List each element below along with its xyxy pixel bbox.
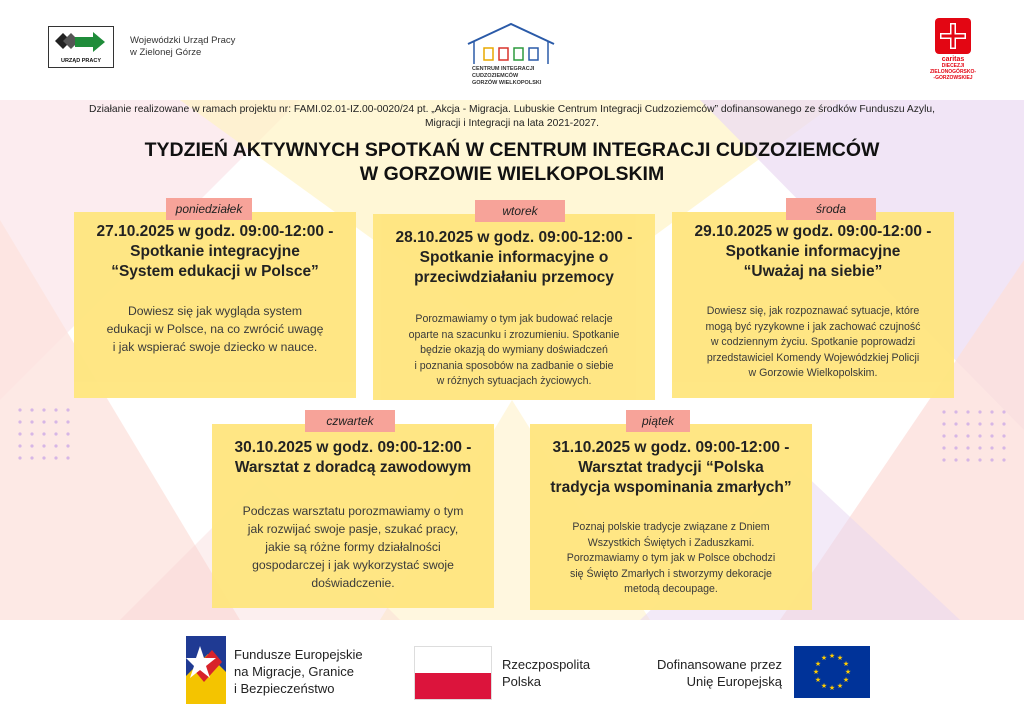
- svg-text:★: ★: [842, 676, 850, 684]
- svg-text:★: ★: [828, 684, 836, 692]
- fe-flag-icon: [186, 636, 226, 704]
- house-icon: [462, 22, 560, 66]
- day-tag-thursday: czwartek: [305, 410, 395, 432]
- event-card-monday: 27.10.2025 w godz. 09:00-12:00 - Spotkanie integracyjne “System edukacji w Polsce” Dowiesz się jak wygląda system edukacji w Polsce, na co zwrócić uwagę i jak wspierać swoje dziecko w nauce.: [74, 212, 356, 398]
- svg-text:★: ★: [812, 668, 820, 676]
- svg-text:★: ★: [842, 660, 850, 668]
- svg-text:★: ★: [828, 652, 836, 660]
- svg-text:★: ★: [814, 660, 822, 668]
- eu-flag-icon: [794, 646, 870, 698]
- caritas-cross-icon: [935, 18, 971, 54]
- event-name: Spotkanie integracyjne: [130, 243, 300, 260]
- wup-logo-mark: [48, 26, 114, 68]
- event-name: Spotkanie informacyjne o: [419, 249, 609, 266]
- svg-text:★: ★: [814, 676, 822, 684]
- event-card-friday: 31.10.2025 w godz. 09:00-12:00 - Warsztat tradycji “Polska tradycja wspominania zmarłych” Poznaj polskie tradycje związane z Dniem Wszystkich Świętych i Zaduszkami. Porozmawiamy o tym jak w Polsce obchodzi się Święto Zmarłych i stworzymy dekoracje metodą decoupage.: [530, 424, 812, 610]
- day-tag-friday: piątek: [626, 410, 690, 432]
- event-card-thursday: [212, 424, 494, 608]
- cic-name: CENTRUM INTEGRACJI CUDZOZIEMCÓW GORZÓW WIELKOPOLSKI: [472, 66, 542, 86]
- event-description: Porozmawiamy o tym jak budować relacje oparte na szacunku i zrozumieniu. Spotkanie będzie okazją do wymiany doświadczeń i poznania sposobów na zadbanie o siebie w różnych sytuacjach życiowych.: [408, 313, 620, 387]
- caritas-name: caritas: [941, 56, 965, 63]
- event-card-tuesday: 28.10.2025 w godz. 09:00-12:00 - Spotkanie informacyjne o przeciwdziałaniu przemocy Porozmawiamy o tym jak budować relacje oparte na szacunku i zrozumieniu. Spotkanie będzie okazją do wymiany doświadczeń i poznania sposobów na zadbanie o siebie w różnych sytuacjach życiowych.: [373, 214, 655, 400]
- event-date: 30.10.2025 w godz. 09:00-12:00 -: [234, 439, 472, 456]
- fe-name: Fundusze Europejskie na Migracje, Granice i Bezpieczeństwo: [234, 647, 363, 696]
- svg-text:★: ★: [844, 668, 852, 676]
- fe-logo: [186, 636, 226, 704]
- page-title: TYDZIEŃ AKTYWNYCH SPOTKAŃ W CENTRUM INTEGRACJI CUDZOZIEMCÓW W GORZOWIE WIELKOPOLSKIM: [144, 139, 880, 185]
- event-description: Dowiesz się, jak rozpoznawać sytuacje, które mogą być ryzykowne i jak zachować czujność w codziennym życiu. Spotkanie poprowadzi przedstawiciel Komendy Wojewódzkiej Policji w Gorzowie Wielkopolskim.: [705, 305, 921, 379]
- day-tag-wednesday: środa: [786, 198, 876, 220]
- eu-funding-text: Dofinansowane przez Unię Europejską: [656, 657, 782, 689]
- event-description: Poznaj polskie tradycje związane z Dniem Wszystkich Świętych i Zaduszkami. Porozmawiamy o tym jak w Polsce obchodzi się Święto Zmarłych i stworzymy dekoracje metodą decoupage.: [566, 521, 776, 595]
- event-card-wednesday: 29.10.2025 w godz. 09:00-12:00 - Spotkanie informacyjne “Uważaj na siebie” Dowiesz się, jak rozpoznawać sytuacje, które mogą być ryzykowne i jak zachować czujność w codziennym życiu. Spotkanie poprowadzi przedstawiciel Komendy Wojewódzkiej Policji w Gorzowie Wielkopolskim.: [672, 212, 954, 398]
- event-date: 28.10.2025 w godz. 09:00-12:00 -: [395, 229, 633, 246]
- day-tag-tuesday: wtorek: [475, 200, 565, 222]
- event-description: Podczas warsztatu porozmawiamy o tym jak rozwijać swoje pasje, szukać pracy, jakie są różne formy działalności gospodarczej i jak wykorzystać swoje doświadczenie.: [242, 504, 464, 590]
- event-date: 27.10.2025 w godz. 09:00-12:00 -: [96, 223, 334, 240]
- event-name: Warsztat z doradcą zawodowym: [234, 459, 472, 476]
- day-tag-monday: poniedziałek: [166, 198, 252, 220]
- event-description: Dowiesz się jak wygląda system edukacji w Polsce, na co zwrócić uwagę i jak wspierać swoje dziecko w nauce.: [106, 304, 324, 354]
- svg-text:★: ★: [836, 654, 844, 662]
- project-info: Działanie realizowane w ramach projektu nr: FAMI.02.01-IZ.00-0020/24 pt. „Akcja - Migracja. Lubuskie Centrum Integracji Cudzoziemców” dofinansowanego ze środków Funduszu Azylu, Migracji i Integracji na lata 2021-2027.: [89, 104, 935, 129]
- wup-badge-text: URZĄD PRACY: [60, 58, 102, 64]
- cic-logo: [462, 22, 560, 84]
- poland-flag-icon: [414, 646, 492, 700]
- rp-name: Rzeczpospolita Polska: [502, 657, 591, 689]
- event-name: Spotkanie informacyjne: [725, 243, 901, 260]
- svg-text:★: ★: [836, 682, 844, 690]
- wup-logo: [48, 26, 235, 68]
- event-date: 29.10.2025 w godz. 09:00-12:00 -: [694, 223, 932, 240]
- event-name: Warsztat tradycji “Polska: [578, 459, 764, 476]
- event-date: 31.10.2025 w godz. 09:00-12:00 -: [552, 439, 790, 456]
- svg-text:★: ★: [820, 654, 828, 662]
- wup-name: Wojewódzki Urząd Pracy w Zielonej Górze: [130, 35, 236, 58]
- svg-text:★: ★: [820, 682, 828, 690]
- caritas-logo: caritas DIECEZJI ZIELONOGÓRSKO- -GORZOWSKIEJ: [925, 18, 981, 90]
